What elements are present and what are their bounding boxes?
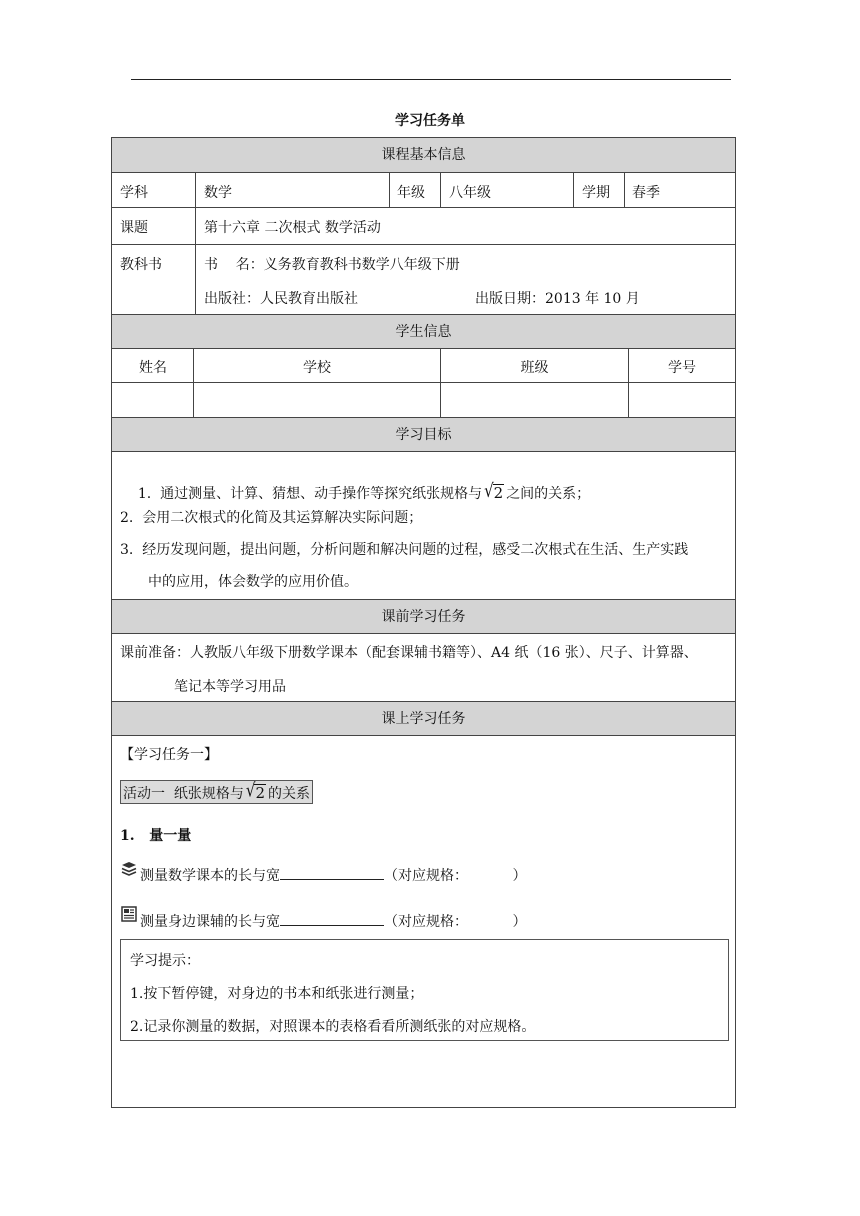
task-one-heading: 【学习任务一】	[120, 747, 218, 763]
books-stack-icon	[120, 860, 138, 878]
tip-2: 2.记录你测量的数据，对照课本的表格看看所测纸张的对应规格。	[130, 1019, 536, 1035]
page-title: 学习任务单	[395, 113, 465, 129]
book-name: 书 名：义务教育教科书数学八年级下册	[204, 257, 460, 273]
textbook-label: 教科书	[120, 257, 162, 273]
term-value: 春季	[632, 185, 660, 201]
topic-value: 第十六章 二次根式 数学活动	[204, 220, 381, 236]
student-class-header: 班级	[520, 360, 549, 376]
publish-date: 出版日期：2013 年 10 月	[475, 291, 640, 307]
term-label: 学期	[582, 185, 610, 201]
subject-value: 数学	[204, 185, 232, 201]
measure-textbook-row: 测量数学课本的长与宽 （对应规格： ）	[140, 865, 527, 885]
publisher: 出版社：人民教育出版社	[204, 291, 358, 307]
header-rule	[131, 79, 731, 80]
measure-workbook-row: 测量身边课辅的长与宽 （对应规格： ）	[140, 911, 527, 931]
subject-label: 学科	[120, 185, 148, 201]
section-pre-class: 课前学习任务	[112, 599, 735, 634]
topic-label: 课题	[120, 220, 148, 236]
grade-label: 年级	[397, 185, 425, 201]
objective-3-line1: 3. 经历发现问题，提出问题，分析问题和解决问题的过程，感受二次根式在生活、生产实践	[120, 542, 689, 558]
activity-one-box: 活动一 纸张规格与 √2 的关系	[120, 780, 313, 804]
tips-title: 学习提示：	[130, 953, 200, 969]
study-tips-box	[120, 939, 729, 1041]
student-school-header: 学校	[303, 360, 331, 376]
task-sheet-table	[111, 137, 736, 1108]
student-id-header: 学号	[668, 360, 696, 376]
pre-class-line2: 笔记本等学习用品	[174, 679, 286, 695]
sqrt-symbol: √2	[245, 778, 266, 802]
section-in-class: 课上学习任务	[112, 701, 735, 736]
objective-1: 1. 通过测量、计算、猜想、动手操作等探究纸张规格与 √2 之间的关系；	[137, 479, 591, 502]
section-course-info: 课程基本信息	[112, 138, 735, 173]
document-icon	[120, 905, 138, 923]
section-objectives: 学习目标	[112, 417, 735, 452]
student-name-header: 姓名	[139, 360, 167, 376]
answer-blank	[280, 911, 384, 926]
grade-value: 八年级	[449, 185, 491, 201]
objective-2: 2. 会用二次根式的化简及其运算解决实际问题；	[120, 510, 423, 526]
section-student-info: 学生信息	[112, 314, 735, 349]
tip-1: 1.按下暂停键，对身边的书本和纸张进行测量；	[130, 986, 424, 1002]
sqrt-symbol: √2	[484, 479, 504, 502]
objective-3-line2: 中的应用，体会数学的应用价值。	[148, 574, 358, 590]
step-measure-heading: 1. 量一量	[120, 828, 192, 844]
answer-blank	[280, 865, 384, 880]
pre-class-line1: 课前准备：人教版八年级下册数学课本（配套课辅书籍等）、A4 纸（16 张）、尺子、计算器、	[120, 645, 698, 661]
